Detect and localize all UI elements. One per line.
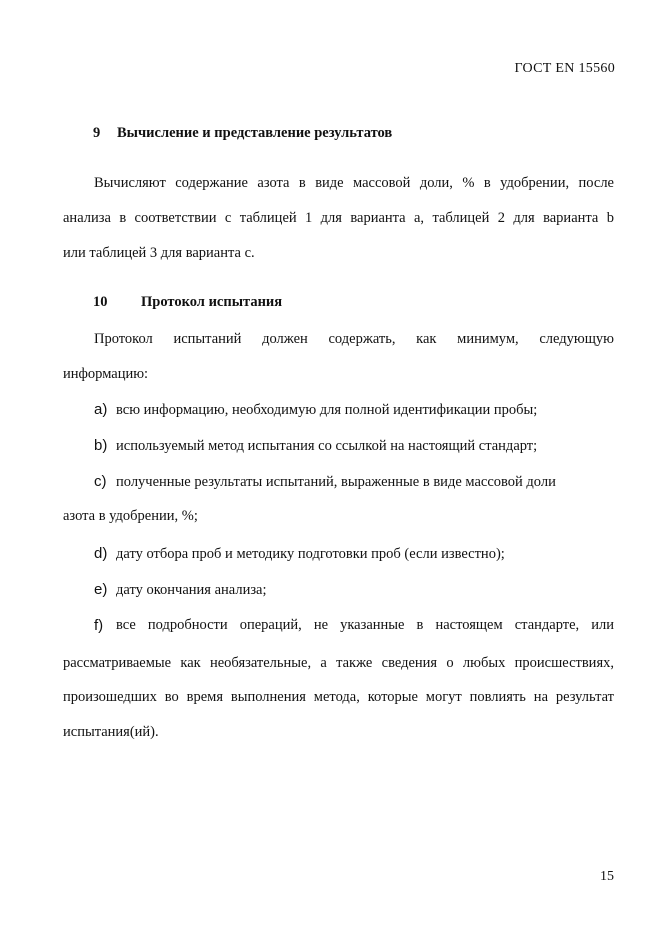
- list-item: [94, 401, 537, 419]
- list-item-continuation: испытания(ий).: [63, 724, 159, 740]
- list-item-text: рассматриваемые как необязательные, а также сведения о любых происшествиях,: [63, 655, 614, 671]
- paragraph-line: или таблицей 3 для варианта c.: [63, 245, 255, 261]
- list-marker: a): [94, 401, 108, 418]
- section-title: Вычисление и представление результатов: [117, 125, 393, 141]
- list-marker: b): [94, 437, 108, 454]
- section-10-heading: [93, 294, 282, 311]
- list-marker: e): [94, 581, 108, 598]
- list-item-text: все подробности операций, не указанные в настоящем стандарте, или: [116, 617, 614, 633]
- list-item: [94, 473, 556, 491]
- list-item-text: всю информацию, необходимую для полной идентификации пробы;: [116, 402, 538, 418]
- list-marker: c): [94, 473, 107, 490]
- list-item: [94, 545, 505, 563]
- list-marker: f): [94, 617, 104, 634]
- paragraph-text: Протокол испытаний должен содержать, как минимум, следующую: [94, 331, 614, 347]
- paragraph-line: [94, 175, 614, 192]
- list-item-text: произошедших во время выполнения метода, которые могут повлиять на результат: [63, 689, 614, 705]
- list-item-continuation: азота в удобрении, %;: [63, 508, 198, 524]
- list-item-text: полученные результаты испытаний, выраженные в виде массовой доли: [116, 474, 556, 490]
- list-item: [94, 617, 614, 634]
- section-title: Протокол испытания: [141, 294, 283, 310]
- list-item-continuation: [63, 689, 614, 706]
- list-item-text: используемый метод испытания со ссылкой на настоящий стандарт;: [116, 438, 538, 454]
- list-item: [94, 581, 267, 599]
- list-item-text: дату отбора проб и методику подготовки проб (если известно);: [116, 546, 505, 562]
- section-9-heading: [93, 125, 392, 142]
- paragraph-text: Вычисляют содержание азота в виде массовой доли, % в удобрении, после: [94, 175, 614, 191]
- list-item-text: дату окончания анализа;: [116, 582, 267, 598]
- paragraph-line: [94, 331, 614, 348]
- list-item-continuation: [63, 655, 614, 672]
- paragraph-text: анализа в соответствии с таблицей 1 для варианта a, таблицей 2 для варианта b: [63, 210, 614, 226]
- page-number: 15: [600, 869, 614, 884]
- paragraph-line: информацию:: [63, 366, 149, 382]
- section-number: 10: [93, 294, 108, 310]
- document-code: ГОСТ EN 15560: [514, 61, 615, 76]
- section-number: 9: [93, 125, 101, 141]
- list-marker: d): [94, 545, 108, 562]
- list-item: [94, 437, 537, 455]
- paragraph-line: [63, 210, 614, 227]
